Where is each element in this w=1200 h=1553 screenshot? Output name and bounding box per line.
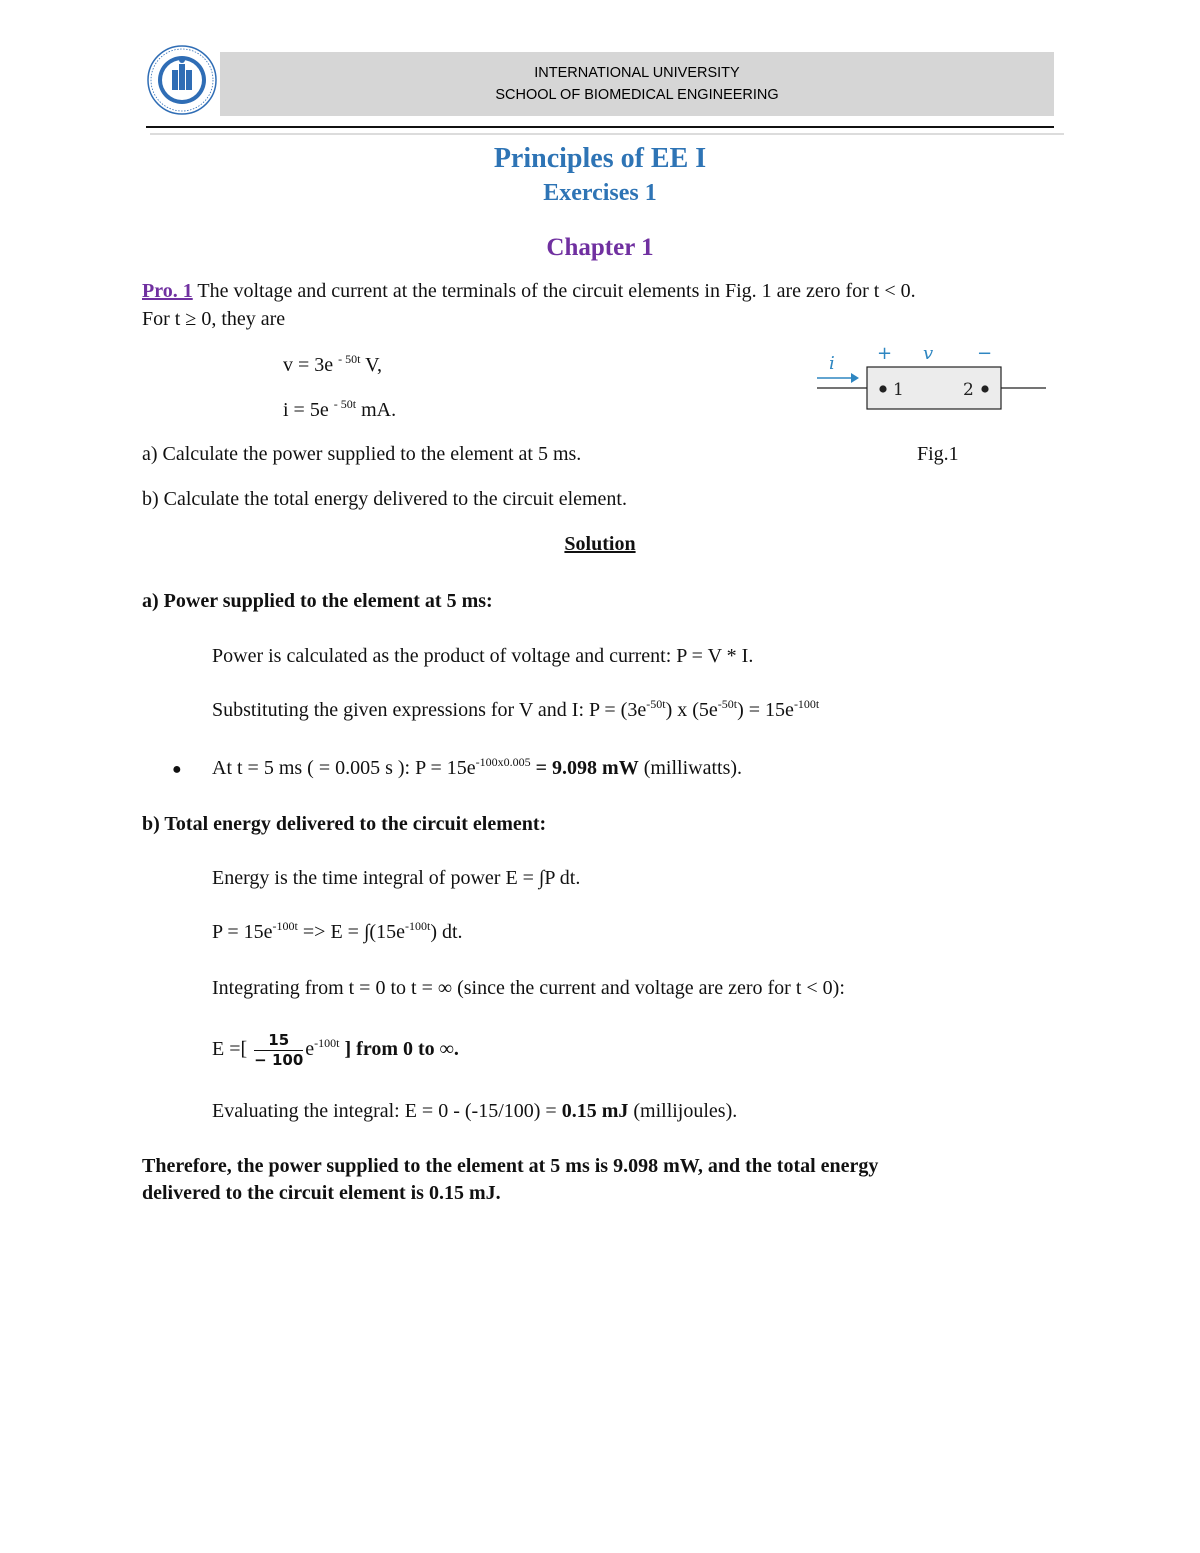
voltage-label: v bbox=[923, 343, 934, 364]
problem-label: Pro. 1 bbox=[142, 280, 193, 302]
part-b-evaluation: Evaluating the integral: E = 0 - (-15/100) = 0.15 mJ (millijoules). bbox=[212, 1100, 738, 1122]
problem-text-1: The voltage and current at the terminals of the circuit elements in Fig. 1 are zero for t < 0. bbox=[192, 280, 916, 302]
part-b-integral: E =[ $\frac{15}{- 100}$ $e^{-100t}$ ] from 0 to ∞. bbox=[212, 1030, 459, 1069]
part-b-heading: b) Total energy delivered to the circuit element: bbox=[142, 813, 547, 835]
university-name: INTERNATIONAL UNIVERSITY bbox=[534, 65, 740, 81]
current-equation: i = 5e $^{- 50t}$ mA. bbox=[283, 397, 397, 421]
solution-heading: Solution bbox=[564, 533, 636, 555]
fraction: $\frac{15}{- 100}$ bbox=[254, 1030, 304, 1069]
bullet-icon: ● bbox=[172, 761, 182, 778]
university-logo bbox=[146, 44, 218, 116]
question-b: b) Calculate the total energy delivered to the circuit element. bbox=[142, 488, 627, 510]
question-a: a) Calculate the power supplied to the element at 5 ms. bbox=[142, 443, 582, 465]
part-b-line-3: Integrating from t = 0 to t = ∞ (since the current and voltage are zero for t < 0): bbox=[212, 977, 845, 999]
conclusion-line-1: Therefore, the power supplied to the element at 5 ms is 9.098 mW, and the total energy bbox=[142, 1155, 879, 1177]
plus-sign: + bbox=[877, 343, 893, 364]
part-a-result: At t = 5 ms ( = 0.005 s ): $P = 15e^{-100x0.005} = 9.098$ mW (milliwatts). bbox=[212, 755, 743, 779]
problem-line-1 bbox=[142, 277, 916, 305]
document-subtitle: Exercises 1 bbox=[543, 180, 657, 206]
school-name: SCHOOL OF BIOMEDICAL ENGINEERING bbox=[495, 87, 779, 103]
node-1-label: 1 bbox=[893, 380, 904, 400]
minus-sign: − bbox=[977, 343, 993, 364]
conclusion-line-2: delivered to the circuit element is 0.15 mJ. bbox=[142, 1182, 501, 1204]
voltage-equation: v = 3e $^{- 50t}$ V, bbox=[283, 352, 383, 376]
figure-caption: Fig.1 bbox=[917, 443, 959, 465]
header-rule-shadow bbox=[150, 133, 1064, 135]
header-banner bbox=[220, 52, 1054, 116]
chapter-heading: Chapter 1 bbox=[546, 234, 654, 261]
part-b-line-1: Energy is the time integral of power E = ∫P dt. bbox=[212, 867, 581, 889]
part-a-line-1: Power is calculated as the product of voltage and current: P = V * I. bbox=[212, 645, 754, 667]
current-label: i bbox=[829, 353, 835, 374]
node-2-label: 2 bbox=[963, 380, 974, 400]
problem-line-2: For t ≥ 0, they are bbox=[142, 308, 286, 330]
document-title: Principles of EE I bbox=[493, 143, 707, 174]
part-b-line-2: $P = 15e^{-100t} => E = \int(15e^{-100t})$ dt. bbox=[212, 919, 463, 943]
header-rule bbox=[146, 126, 1054, 128]
part-a-heading: a) Power supplied to the element at 5 ms: bbox=[142, 590, 493, 612]
part-a-line-2: Substituting the given expressions for V and I: $P = (3e^{-50t})$ x $(5e^{-50t}) = 15e^{-100t}$ bbox=[212, 697, 820, 721]
circuit-element-figure bbox=[815, 340, 1050, 415]
